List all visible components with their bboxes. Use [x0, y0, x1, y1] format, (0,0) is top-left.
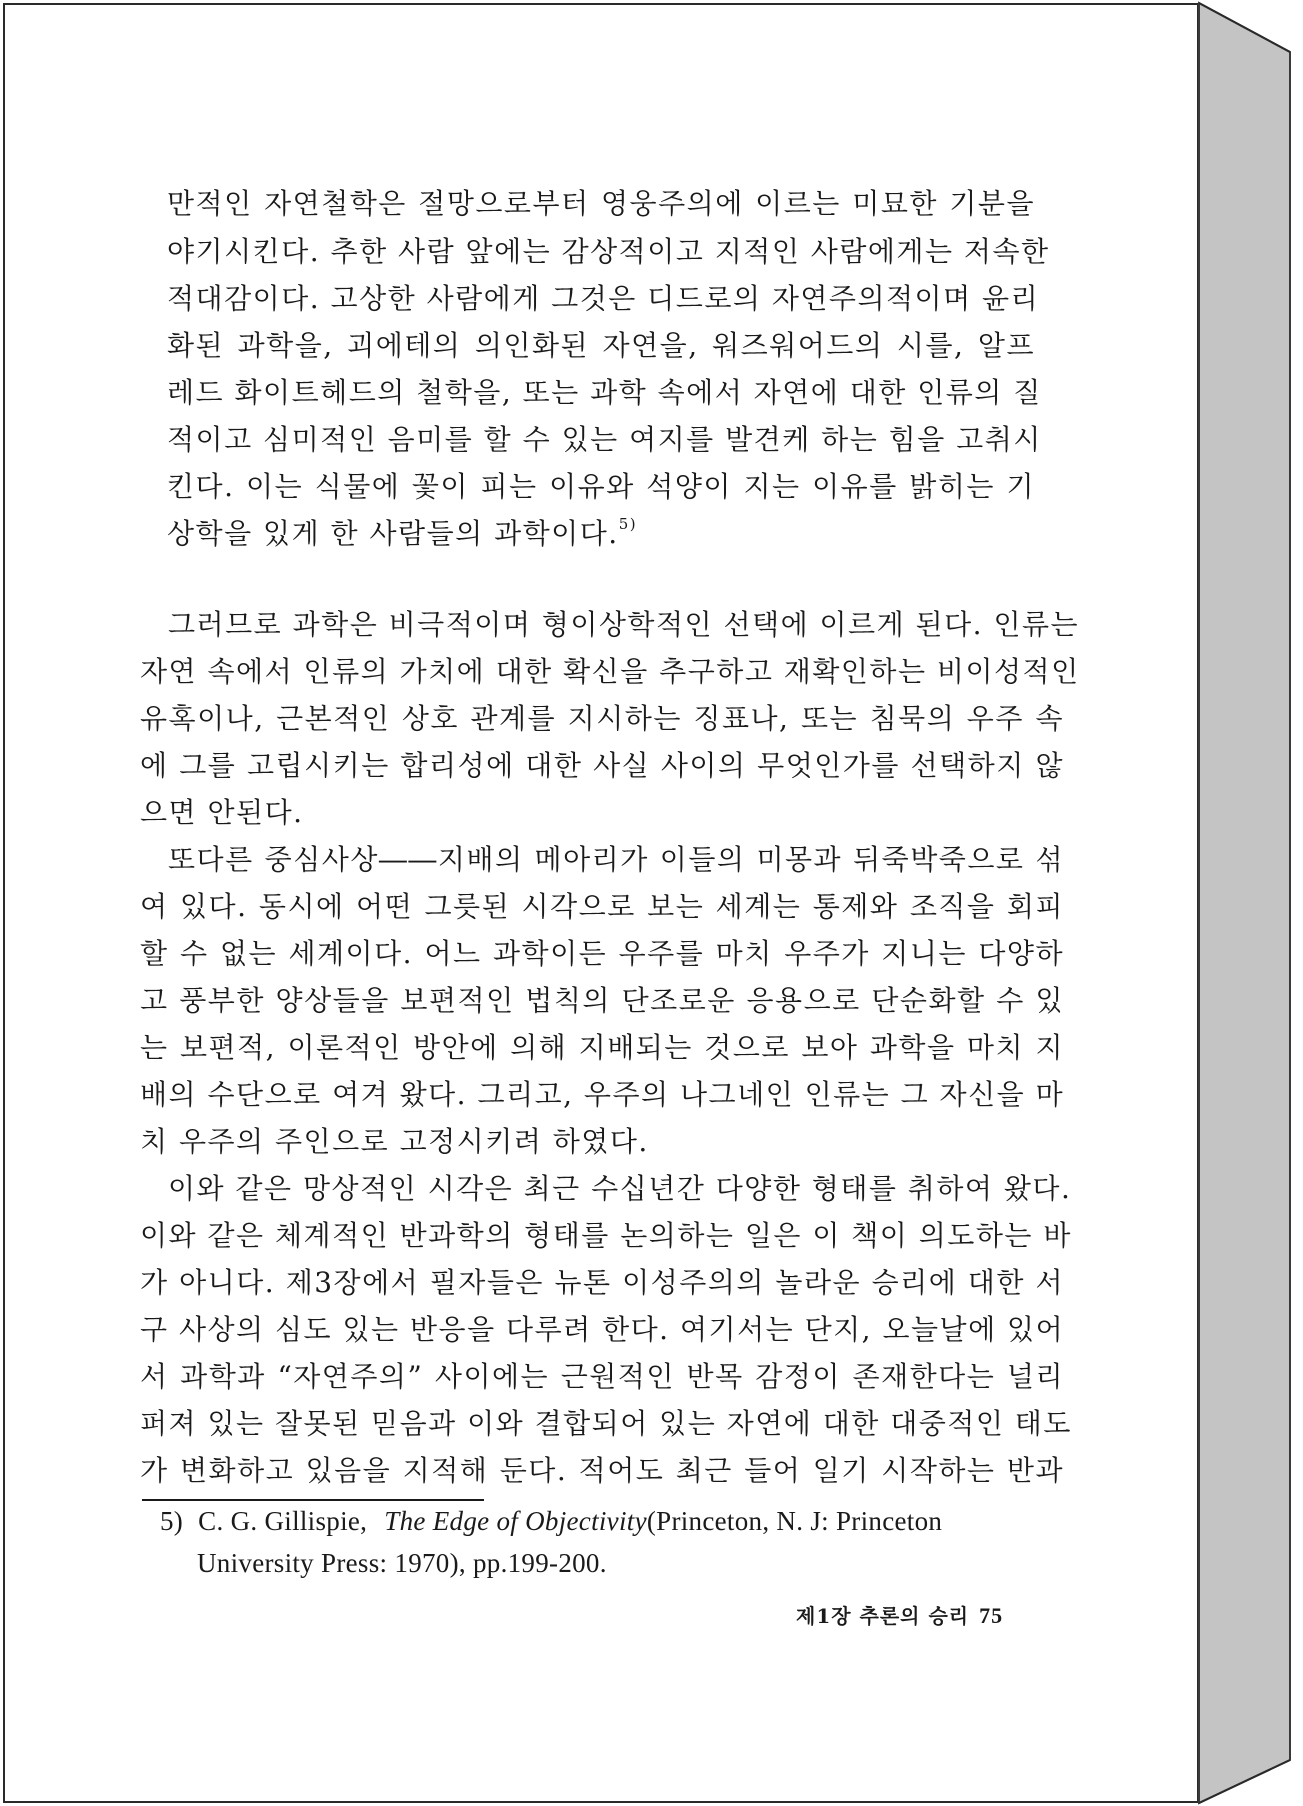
quote-line: 화된 과학을, 괴에테의 의인화된 자연을, 워즈워어드의 시를, 알프	[167, 329, 1035, 362]
footnote-author: C. G. Gillispie,	[198, 1506, 368, 1536]
quote-line: 야기시킨다. 추한 사람 앞에는 감상적이고 지적인 사람에게는 저속한	[167, 235, 1050, 268]
quote-line: 적대감이다. 고상한 사람에게 그것은 디드로의 자연주의적이며 윤리	[167, 282, 1040, 315]
footnote-line-1	[160, 1506, 942, 1537]
paragraph-line: 으면 안된다.	[140, 796, 304, 829]
paragraph-line: 이와 같은 망상적인 시각은 최근 수십년간 다양한 형태를 취하여 왔다.	[168, 1172, 1072, 1205]
paragraph-line: 구 사상의 심도 있는 반응을 다루려 한다. 여기서는 단지, 오늘날에 있어	[140, 1313, 1065, 1346]
footnote-mark: 5)	[160, 1506, 184, 1536]
paragraph-line: 또다른 중심사상――지배의 메아리가 이들의 미몽과 뒤죽박죽으로 섞	[168, 843, 1064, 876]
paragraph-line: 가 변화하고 있음을 지적해 둔다. 적어도 최근 들어 일기 시작하는 반과	[140, 1454, 1064, 1487]
quote-line: 만적인 자연철학은 절망으로부터 영웅주의에 이르는 미묘한 기분을	[167, 187, 1035, 220]
paragraph-line: 할 수 없는 세계이다. 어느 과학이든 우주를 마치 우주가 지니는 다양하	[140, 937, 1064, 970]
paragraph-line: 퍼져 있는 잘못된 믿음과 이와 결합되어 있는 자연에 대한 대중적인 태도	[140, 1407, 1072, 1440]
page-number: 75	[979, 1603, 1004, 1628]
paragraph-line: 그러므로 과학은 비극적이며 형이상학적인 선택에 이르게 된다. 인류는	[168, 608, 1080, 641]
paragraph-line: 자연 속에서 인류의 가치에 대한 확신을 추구하고 재확인하는 비이성적인	[140, 655, 1080, 688]
paragraph-line: 배의 수단으로 여겨 왔다. 그리고, 우주의 나그네인 인류는 그 자신을 마	[140, 1078, 1065, 1111]
book-side-face	[1199, 3, 1290, 1803]
paragraph-line: 여 있다. 동시에 어떤 그릇된 시각으로 보는 세계는 통제와 조직을 회피	[140, 890, 1064, 923]
footnote-rule	[142, 1499, 484, 1501]
paragraph-line: 가 아니다. 제3장에서 필자들은 뉴톤 이성주의의 놀라운 승리에 대한 서	[140, 1266, 1064, 1299]
footnote-line-2: University Press: 1970), pp.199-200.	[197, 1548, 607, 1578]
chapter-title: 제1장 추론의 승리	[796, 1604, 970, 1628]
paragraph-line: 고 풍부한 양상들을 보편적인 법칙의 단조로운 응용으로 단순화할 수 있	[140, 984, 1064, 1017]
paragraph-line: 에 그를 고립시키는 합리성에 대한 사실 사이의 무엇인가를 선택하지 않	[140, 749, 1064, 782]
paragraph-line: 서 과학과 “자연주의” 사이에는 근원적인 반목 감정이 존재한다는 널리	[140, 1360, 1064, 1393]
running-footer	[796, 1600, 1003, 1629]
quote-line-last: 상학을 있게 한 사람들의 과학이다.$^{5)}$	[167, 514, 638, 550]
paragraph-line: 유혹이나, 근본적인 상호 관계를 지시하는 징표나, 또는 침묵의 우주 속	[140, 702, 1064, 735]
footnote-title: The Edge of Objectivity	[384, 1506, 647, 1536]
quote-line: 레드 화이트헤드의 철학을, 또는 과학 속에서 자연에 대한 인류의 질	[167, 376, 1042, 409]
footnote-reference: 5)	[618, 514, 638, 533]
footnote-publisher: (Princeton, N. J: Princeton	[646, 1506, 943, 1536]
paragraph-line: 치 우주의 주인으로 고정시키려 하였다.	[140, 1125, 649, 1158]
paragraph-line: 이와 같은 체계적인 반과학의 형태를 논의하는 일은 이 책이 의도하는 바	[140, 1219, 1072, 1252]
quote-line: 킨다. 이는 식물에 꽃이 피는 이유와 석양이 지는 이유를 밝히는 기	[167, 470, 1035, 503]
paragraph-line: 는 보편적, 이론적인 방안에 의해 지배되는 것으로 보아 과학을 마치 지	[140, 1031, 1064, 1064]
quote-line: 적이고 심미적인 음미를 할 수 있는 여지를 발견케 하는 힘을 고취시	[167, 423, 1042, 456]
